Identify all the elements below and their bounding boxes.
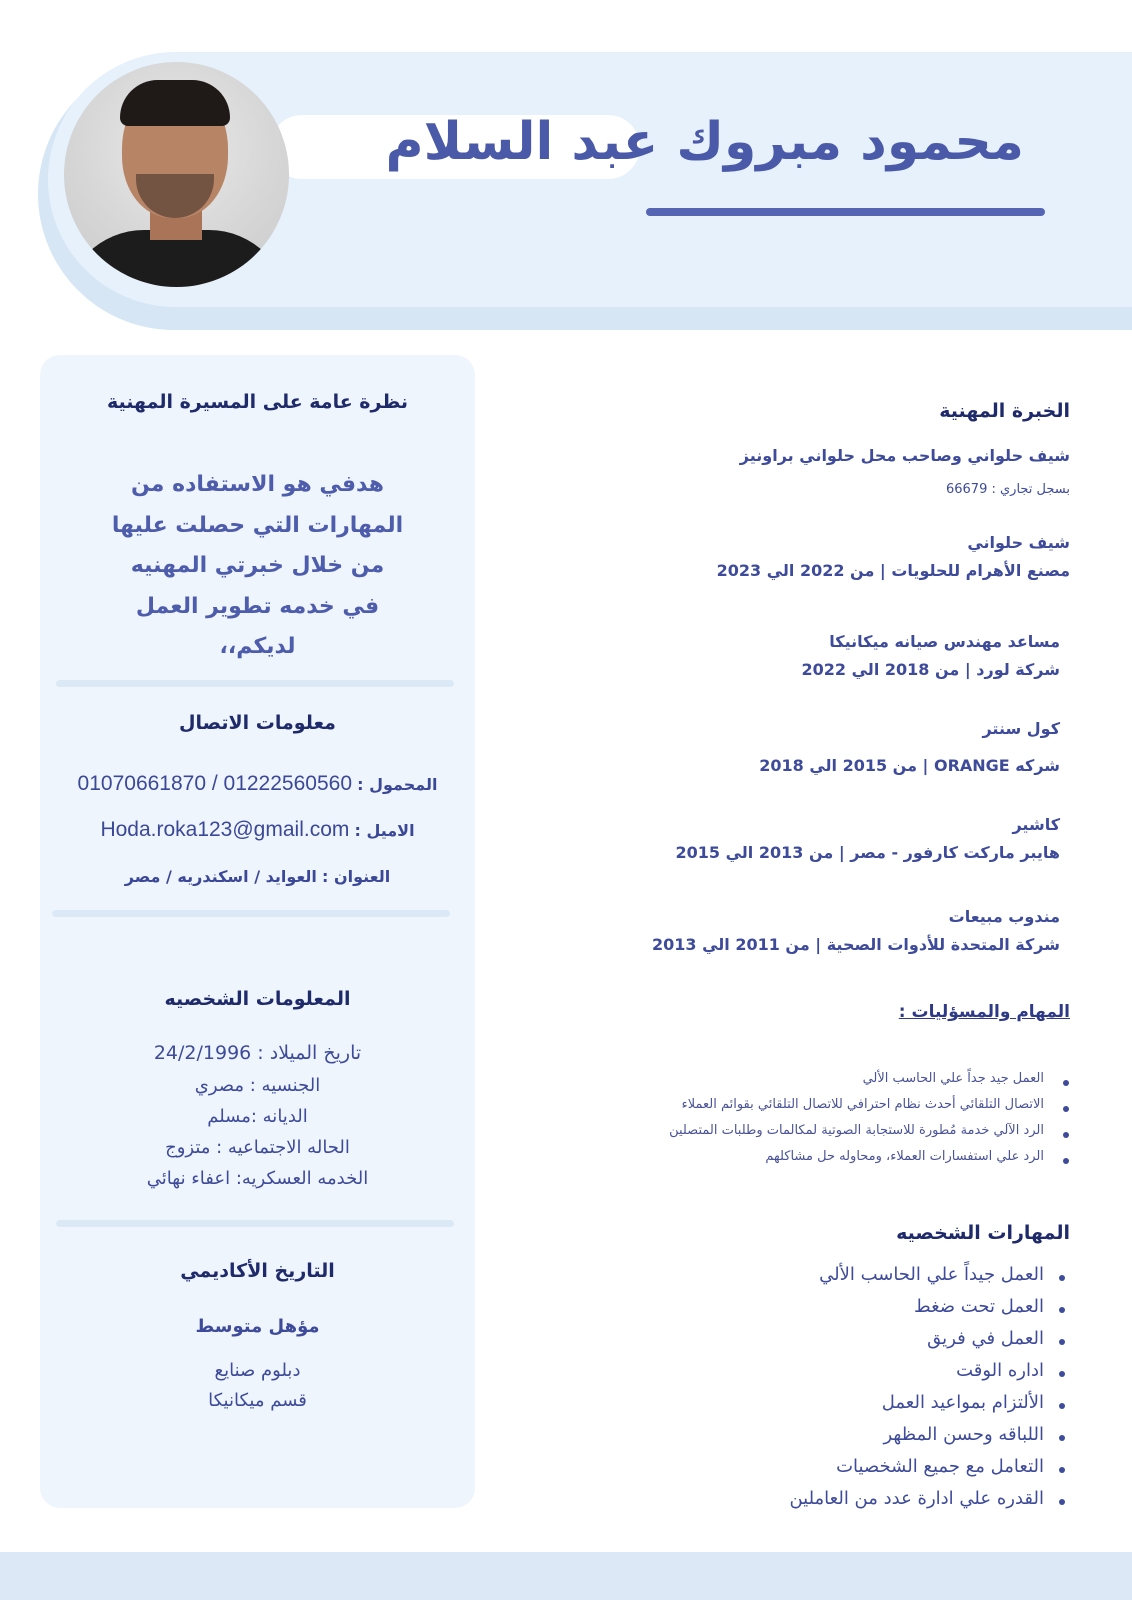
objective-line: المهارات التي حصلت عليها xyxy=(111,512,404,538)
skill-item: العمل في فريق xyxy=(927,1328,1044,1349)
education-level: مؤهل متوسط xyxy=(195,1316,320,1337)
bullet-icon xyxy=(1063,1158,1069,1164)
contact-email xyxy=(40,818,475,842)
skill-item: اللباقه وحسن المظهر xyxy=(883,1424,1044,1445)
experience-title: الخبرة المهنية xyxy=(939,400,1070,422)
job-role: مساعد مهندس صيانه ميكانيكا xyxy=(829,632,1060,651)
education-department: قسم ميكانيكا xyxy=(208,1390,307,1411)
contact-mobile xyxy=(40,772,475,796)
military-service: الخدمه العسكريه: اعفاء نهائي xyxy=(146,1168,369,1189)
personal-title: المعلومات الشخصيه xyxy=(164,988,351,1010)
religion: الديانه :مسلم xyxy=(207,1106,308,1127)
objective-line: من خلال خبرتي المهنيه xyxy=(130,553,385,578)
address-label: العنوان : xyxy=(322,867,391,886)
job-role: مندوب مبيعات xyxy=(948,907,1060,926)
skill-item: التعامل مع جميع الشخصيات xyxy=(836,1456,1044,1477)
job-role: شيف حلواني xyxy=(967,533,1070,552)
bullet-icon xyxy=(1063,1132,1069,1138)
mobile-label: المحمول : xyxy=(357,775,438,794)
job-role: كول سنتر xyxy=(982,719,1060,738)
bullet-icon xyxy=(1059,1435,1065,1441)
section-divider xyxy=(52,910,450,917)
tasks-title: المهام والمسؤليات : xyxy=(898,1002,1070,1022)
objective-line: هدفي هو الاستفاده من xyxy=(131,472,384,497)
job-detail: شركة المتحدة للأدوات الصحية | من 2011 الي 2013 xyxy=(651,935,1060,954)
job-detail: شركة لورد | من 2018 الي 2022 xyxy=(801,660,1060,679)
section-divider xyxy=(56,680,454,687)
skill-item: الألتزام بمواعيد العمل xyxy=(881,1392,1044,1413)
education-diploma: دبلوم صنايع xyxy=(214,1360,301,1381)
objective-line: في خدمه تطوير العمل xyxy=(135,593,380,619)
email-value[interactable]: Hoda.roka123@gmail.com xyxy=(100,818,350,841)
person-name: محمود مبروك عبد السلام xyxy=(385,112,1024,172)
objective-line: لديكم،، xyxy=(219,634,296,659)
address-value: العوايد / اسكندريه / مصر xyxy=(124,867,317,886)
mobile-value: 01070661870 / 01222560560 xyxy=(77,772,352,795)
bullet-icon xyxy=(1063,1080,1069,1086)
job-detail: هايبر ماركت كارفور - مصر | من 2013 الي 2015 xyxy=(675,843,1060,862)
birth-date: تاريخ الميلاد : 24/2/1996 xyxy=(153,1042,362,1064)
bullet-icon xyxy=(1059,1467,1065,1473)
photo-hair xyxy=(120,80,230,126)
contact-title: معلومات الاتصال xyxy=(179,712,336,734)
skill-item: اداره الوقت xyxy=(956,1360,1044,1381)
bullet-icon xyxy=(1059,1499,1065,1505)
task-item: الرد الآلي خدمة مُطورة للاستجابة الصوتية لمكالمات وطلبات المتصلين xyxy=(669,1123,1044,1138)
job-role: شيف حلواني وصاحب محل حلواني براونيز xyxy=(739,446,1070,465)
skill-item: العمل تحت ضغط xyxy=(913,1296,1044,1317)
skill-item: العمل جيداً علي الحاسب الألي xyxy=(819,1264,1044,1285)
career-objective xyxy=(60,465,455,668)
bullet-icon xyxy=(1059,1371,1065,1377)
bullet-icon xyxy=(1059,1403,1065,1409)
profile-photo xyxy=(64,62,289,287)
photo-beard xyxy=(136,174,214,218)
task-item: الرد علي استفسارات العملاء، ومحاوله حل مشاكلهم xyxy=(765,1149,1044,1164)
job-detail: بسجل تجاري : 66679 xyxy=(945,482,1070,497)
bullet-icon xyxy=(1059,1339,1065,1345)
section-divider xyxy=(56,1220,454,1227)
job-detail: مصنع الأهرام للحلويات | من 2022 الي 2023 xyxy=(716,561,1070,580)
footer-band xyxy=(0,1552,1132,1600)
task-item: العمل جيد جداً علي الحاسب الألي xyxy=(862,1071,1044,1086)
contact-address xyxy=(40,867,475,886)
bullet-icon xyxy=(1059,1307,1065,1313)
marital-status: الحاله الاجتماعيه : متزوج xyxy=(165,1137,350,1158)
email-label: الاميل : xyxy=(354,821,415,840)
job-detail: شركه ORANGE | من 2015 الي 2018 xyxy=(759,756,1060,775)
overview-title: نظرة عامة على المسيرة المهنية xyxy=(107,391,408,413)
nationality: الجنسيه : مصري xyxy=(194,1075,321,1096)
skill-item: القدره علي ادارة عدد من العاملين xyxy=(789,1488,1044,1509)
bullet-icon xyxy=(1063,1106,1069,1112)
job-role: كاشير xyxy=(1012,815,1060,834)
name-underline xyxy=(646,208,1045,216)
bullet-icon xyxy=(1059,1275,1065,1281)
education-title: التاريخ الأكاديمي xyxy=(180,1260,335,1282)
task-item: الاتصال التلقائي أحدث نظام احترافي للاتصال التلقائي بقوائم العملاء xyxy=(681,1097,1044,1112)
skills-title: المهارات الشخصيه xyxy=(896,1222,1070,1244)
